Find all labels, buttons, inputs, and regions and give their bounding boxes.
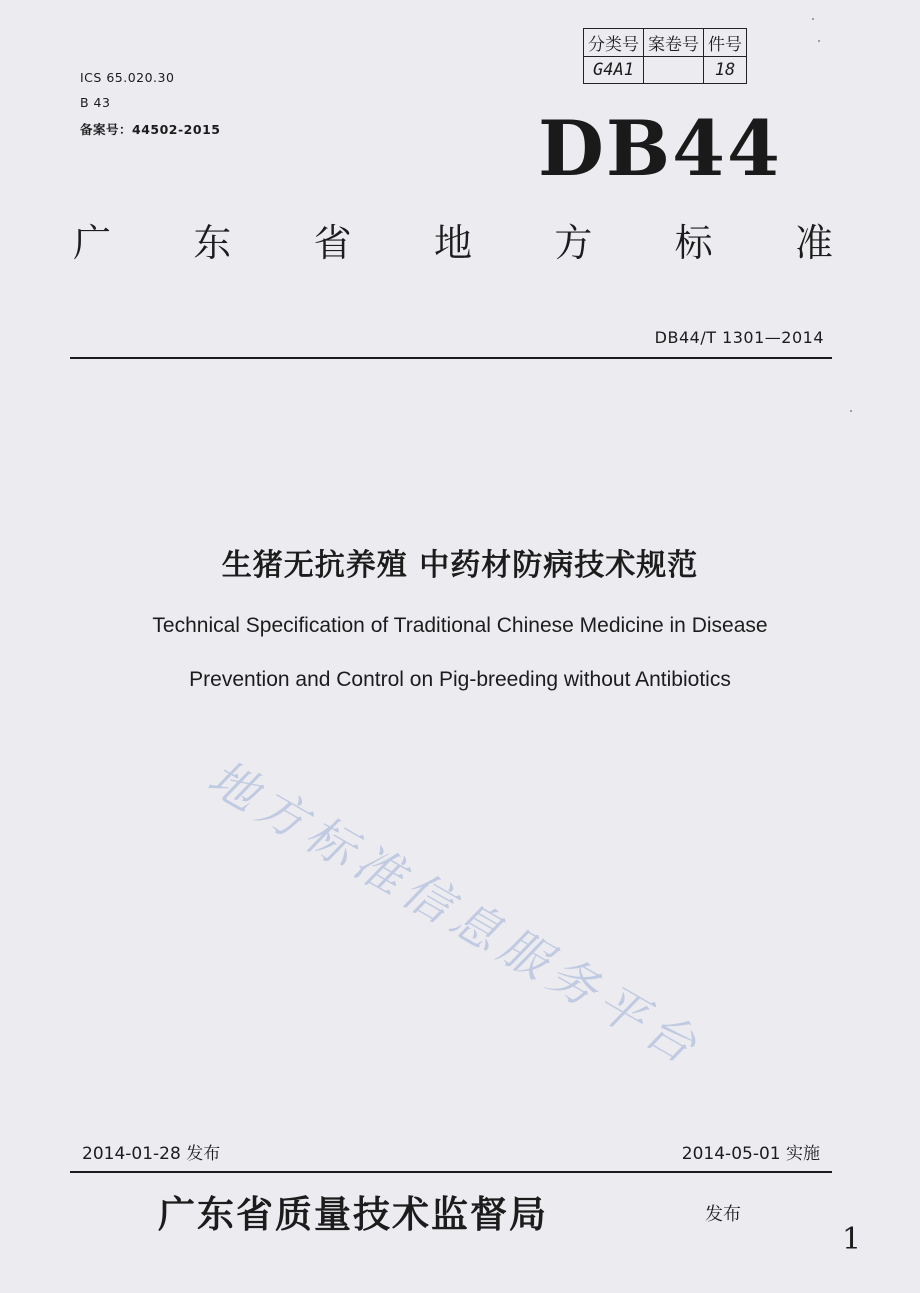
watermark-text: 地方标准信息服务平台: [198, 749, 712, 1079]
publisher-name: 广东省质量技术监督局: [158, 1192, 548, 1236]
standard-type-title: [73, 212, 833, 267]
classification-header-cell: 案卷号: [644, 29, 704, 57]
classification-value-row: [584, 57, 747, 84]
db44-logo: DB44: [538, 104, 782, 193]
ics-code: ICS 65.020.30: [80, 70, 175, 85]
standard-type-char: 方: [554, 221, 593, 265]
classification-value-cell: G4A1: [584, 57, 644, 84]
header-divider: [70, 357, 832, 359]
issue-date: 2014-01-28 发布: [82, 1144, 221, 1164]
publish-label: 发布: [705, 1204, 741, 1225]
page-number: 1: [842, 1222, 862, 1257]
document-title-cn: 生猪无抗养殖 中药材防病技术规范: [221, 548, 699, 583]
document-title-en-line2: Prevention and Control on Pig-breeding without Antibiotics: [189, 668, 731, 691]
standard-type-char: 东: [193, 221, 232, 265]
classification-header-row: [584, 29, 747, 57]
standard-type-char: 地: [433, 221, 472, 265]
standard-number: DB44/T 1301—2014: [654, 328, 824, 347]
scan-speck: [850, 410, 852, 412]
standard-type-char: 广: [73, 221, 112, 265]
footer-divider: [70, 1171, 832, 1173]
standard-type-char: 省: [313, 221, 352, 265]
scan-speck: [818, 40, 820, 42]
classification-header-cell: 件号: [704, 29, 747, 57]
document-title-en-line1: Technical Specification of Traditional Chinese Medicine in Disease: [152, 614, 768, 637]
scan-speck: [812, 18, 814, 20]
classification-header-cell: 分类号: [584, 29, 644, 57]
classification-value-cell: 18: [704, 57, 747, 84]
standard-type-char: 标: [674, 221, 713, 265]
standard-type-char: 准: [794, 221, 833, 265]
classification-box: [583, 28, 747, 84]
implement-date: 2014-05-01 实施: [681, 1144, 820, 1164]
filing-number: 备案号：44502-2015: [80, 122, 221, 137]
classification-value-cell: [644, 57, 704, 84]
ccs-code: B 43: [80, 95, 111, 110]
